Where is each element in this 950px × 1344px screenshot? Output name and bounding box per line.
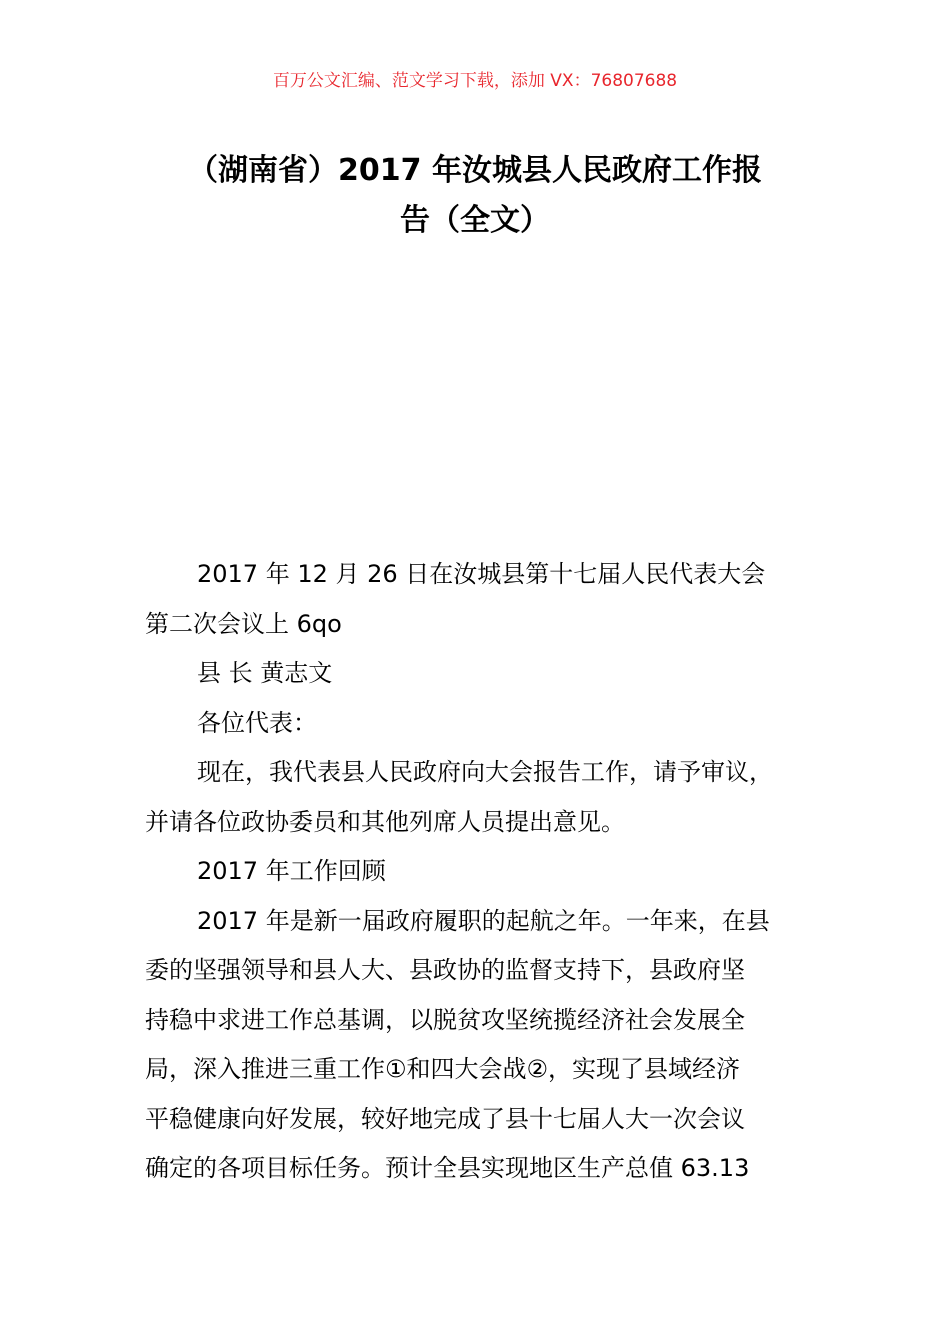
section-heading: 2017 年工作回顾 [197,857,386,885]
paragraph-line: 局，深入推进三重工作①和四大会战②，实现了县域经济 [145,1055,741,1083]
paragraph-line: 现在，我代表县人民政府向大会报告工作，请予审议， [197,758,773,786]
header-watermark: 百万公文汇编、范文学习下载，添加 VX：76807688 [272,71,678,91]
paragraph-line: 2017 年 12 月 26 日在汝城县第十七届人民代表大会 [197,560,766,588]
title-line-2: 告（全文） [400,203,550,238]
paragraph-line: 并请各位政协委员和其他列席人员提出意见。 [145,807,625,836]
paragraph-line: 委的坚强领导和县人大、县政协的监督支持下，县政府坚 [145,956,745,984]
paragraph-line: 平稳健康向好发展，较好地完成了县十七届人大一次会议 [145,1104,745,1133]
paragraph-line: 第二次会议上 6qo [145,609,342,638]
paragraph-line: 2017 年是新一届政府履职的起航之年。一年来，在县 [197,906,770,935]
document-title [0,146,950,246]
paragraph-line: 确定的各项目标任务。预计全县实现地区生产总值 63.13 [145,1154,750,1182]
document-body [145,550,835,1194]
title-line-1: （湖南省）2017 年汝城县人民政府工作报 [188,153,762,188]
paragraph-line: 持稳中求进工作总基调，以脱贫攻坚统揽经济社会发展全 [145,1005,745,1034]
speaker-line: 县 长 黄志文 [197,659,333,687]
salutation-line: 各位代表： [197,708,317,737]
